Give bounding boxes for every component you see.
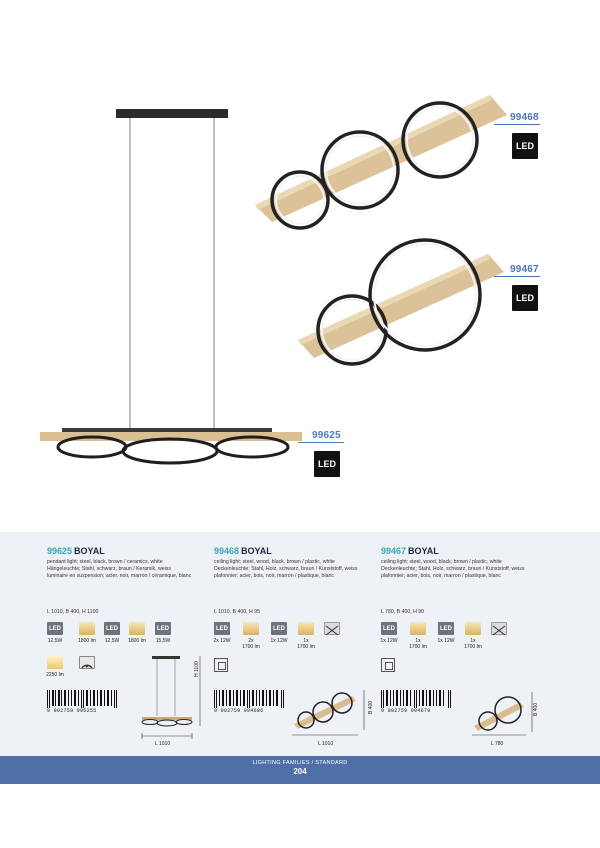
protection-class-icon — [381, 658, 395, 672]
column-name: BOYAL — [74, 546, 105, 556]
dimension-length: L 1010 — [318, 741, 334, 747]
led-icon: LED — [381, 622, 397, 635]
spec-value: 1800 lm — [128, 638, 146, 644]
warm-white-icon — [243, 622, 259, 635]
product-description: pendant light; steel, black, brown / ceramics, white Hängeleuchte; Stahl, schwarz, braun / Keramik, weiss luminaire en suspension; acier, noir, marron / céramique, blanc — [47, 559, 192, 579]
code-underline — [298, 442, 344, 443]
product-description: ceiling light; steel, wood, black, brown / plastic, white Deckenleuchte; Stahl, Holz, schwarz, braun / Kunststoff, weiss plafonnier; acier, bois, noir, marron / plastique, blanc — [214, 559, 358, 579]
spec-value: 2x 12W — [213, 638, 231, 644]
dimension-length: L 780 — [491, 741, 504, 747]
warm-white-icon — [129, 622, 145, 635]
pendant-light-99625-image — [40, 109, 302, 463]
barcode-image — [214, 690, 284, 708]
spec-value: 1x 12W — [270, 638, 288, 644]
spec-value: 12,5W — [104, 638, 120, 644]
column-title — [214, 546, 272, 556]
ceiling-dimension-drawing — [470, 688, 540, 740]
product-code-99625: 99625 — [312, 430, 341, 441]
spec-value: 12,5W — [47, 638, 63, 644]
dimension-width: B 400 — [368, 700, 374, 714]
footer-family: LIGHTING FAMILIES / STANDARD — [252, 760, 348, 766]
ceiling-light-99468-image — [255, 95, 507, 228]
warm-white-icon — [298, 622, 314, 635]
dimension-length: L 1010 — [155, 741, 171, 747]
warm-white-icon — [465, 622, 481, 635]
spec-value: 1x 1700 lm — [409, 638, 427, 650]
spec-value: 1x 1700 lm — [297, 638, 315, 650]
warm-white-icon — [410, 622, 426, 635]
led-icon: LED — [214, 622, 230, 635]
product-description: ceiling light; steel, wood, black, brown / plastic, white Deckenleuchte; Stahl, Holz, schwarz, braun / Kunststoff, weiss plafonnier; acier, bois, noir, marron / plastique, blanc — [381, 559, 525, 579]
barcode-number: 9 002759 994679 — [381, 708, 431, 714]
led-badge: LED — [314, 451, 340, 477]
led-icon: LED — [104, 622, 120, 635]
dimension-height: H 1100 — [194, 661, 200, 677]
column-title — [381, 546, 439, 556]
lumen-icon — [47, 656, 63, 669]
ceiling-light-99467-image — [298, 240, 504, 364]
column-code: 99467 — [381, 546, 407, 556]
spec-value: 15,5W — [155, 638, 171, 644]
ceiling-dimension-drawing — [290, 686, 370, 738]
code-underline — [494, 276, 540, 277]
column-name: BOYAL — [408, 546, 439, 556]
not-dimmable-icon — [324, 622, 340, 635]
code-underline — [494, 124, 540, 125]
led-icon: LED — [271, 622, 287, 635]
column-code: 99468 — [214, 546, 240, 556]
column-name: BOYAL — [241, 546, 272, 556]
spec-value: 1800 lm — [78, 638, 96, 644]
column-title — [47, 546, 105, 556]
page-number: 204 — [293, 767, 307, 776]
barcode-image — [47, 690, 117, 708]
led-badge: LED — [512, 285, 538, 311]
product-code-99467: 99467 — [510, 264, 539, 275]
product-dimensions: L 1010, B 400, H 95 — [214, 609, 260, 615]
barcode-number: 9 002759 996255 — [47, 708, 97, 714]
spec-value: 2250 lm — [46, 672, 64, 678]
product-code-99468: 99468 — [510, 112, 539, 123]
product-dimensions: L 1010, B 400, H 1100 — [47, 609, 99, 615]
spec-value: 2x 1700 lm — [242, 638, 260, 650]
barcode-image — [381, 690, 451, 708]
led-icon: LED — [155, 622, 171, 635]
not-dimmable-icon — [491, 622, 507, 635]
protection-class-icon — [214, 658, 228, 672]
barcode-number: 9 002759 994686 — [214, 708, 264, 714]
product-dimensions: L 780, B 400, H 90 — [381, 609, 425, 615]
page-footer — [0, 756, 600, 784]
dimmer-icon — [79, 656, 95, 669]
warm-white-icon — [79, 622, 95, 635]
led-icon: LED — [47, 622, 63, 635]
led-icon: LED — [438, 622, 454, 635]
spec-value: 1x 12W — [437, 638, 455, 644]
column-code: 99625 — [47, 546, 73, 556]
dimension-width: B 400 — [533, 702, 539, 716]
led-badge: LED — [512, 133, 538, 159]
spec-value: 1x 1700 lm — [464, 638, 482, 650]
spec-value: 1x 12W — [380, 638, 398, 644]
